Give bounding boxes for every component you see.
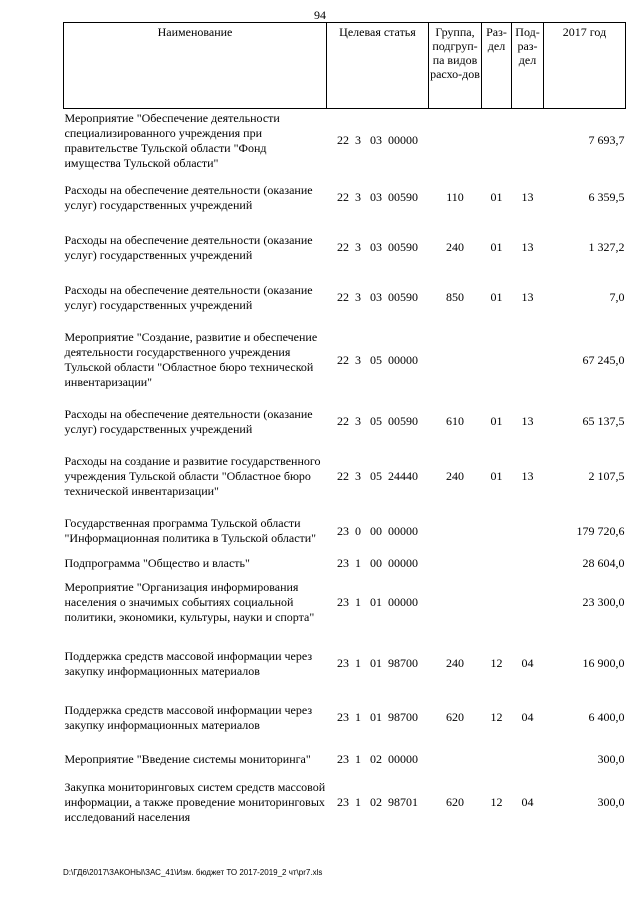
row-amount: 28 604,0 [582,556,625,570]
table-row [64,398,626,446]
row-amount: 7,0 [609,290,625,304]
row-podrazdel [512,573,544,633]
row-name: Расходы на обеспечение деятельности (оказание услуг) государственных учреждений [64,406,313,436]
row-target-article: 23 1 01 98700 [337,710,418,724]
row-expense-group [429,323,482,398]
row-amount: 300,0 [597,795,625,809]
row-podrazdel: 04 [521,656,534,670]
row-amount: 6 359,5 [588,190,625,204]
table-row [64,446,626,508]
row-podrazdel: 04 [521,710,534,724]
row-podrazdel [512,555,544,573]
row-target-article: 23 1 00 00000 [337,556,418,570]
budget-table [63,22,626,827]
row-podrazdel: 13 [521,240,534,254]
row-expense-group: 240 [446,469,464,483]
row-razdel [482,508,512,555]
row-expense-group [429,573,482,633]
row-amount: 16 900,0 [582,656,625,670]
row-podrazdel: 13 [521,469,534,483]
row-amount: 2 107,5 [588,469,625,483]
row-name: Мероприятие "Организация информирования населения о значимых событиях социальной политики, экономики, культуры, науки и спорта" [64,580,315,624]
row-target-article: 22 3 03 00000 [337,133,418,148]
row-target-article: 22 3 03 00590 [337,290,418,304]
table-row [64,508,626,555]
table-header-row [64,23,626,109]
row-razdel: 01 [490,469,503,483]
row-razdel: 12 [490,795,503,809]
row-name: Поддержка средств массовой информации через закупку информационных материалов [64,702,313,732]
row-name: Мероприятие "Создание, развитие и обеспечение деятельности государственного учреждения Тульской области "Областное бюро технической инвентаризации" [64,330,318,389]
row-name: Государственная программа Тульской области "Информационная политика в Тульской области" [64,516,317,545]
row-expense-group [429,555,482,573]
row-podrazdel: 04 [521,795,534,809]
row-target-article: 22 3 05 00590 [337,414,418,428]
row-razdel: 12 [490,656,503,670]
row-razdel [482,323,512,398]
table-row [64,741,626,779]
row-expense-group: 620 [446,710,464,724]
row-razdel [482,741,512,779]
row-expense-group: 110 [446,190,464,204]
row-expense-group: 610 [446,414,464,428]
header-razdel: Раз-дел [482,23,512,109]
row-razdel [482,109,512,173]
row-target-article: 23 1 02 00000 [337,752,418,766]
row-name: Подпрограмма "Общество и власть" [64,556,250,570]
header-target-article: Целевая статья [327,23,429,109]
row-razdel [482,573,512,633]
page-number: 94 [314,8,326,22]
row-amount: 67 245,0 [582,352,625,367]
row-name: Мероприятие "Обеспечение деятельности специализированного учреждения при правительстве Тульской области "Фонд имущества Тульской области" [64,110,280,170]
row-target-article: 22 3 03 00590 [337,190,418,204]
table-row [64,779,626,827]
row-razdel: 01 [490,240,503,254]
table-row [64,555,626,573]
table-row [64,323,626,398]
row-name: Расходы на создание и развитие государственного учреждения Тульской области "Областное бюро технической инвентаризации" [64,454,321,498]
table-row [64,109,626,173]
row-podrazdel [512,508,544,555]
row-target-article: 23 0 00 00000 [337,523,418,538]
row-name: Закупка мониторинговых систем средств массовой информации, а также проведение мониторинговых исследований населения [64,780,326,824]
row-expense-group: 240 [446,240,464,254]
row-amount: 23 300,0 [582,595,625,609]
row-name: Поддержка средств массовой информации через закупку информационных материалов [64,648,313,678]
row-razdel [482,555,512,573]
row-name: Расходы на обеспечение деятельности (оказание услуг) государственных учреждений [64,282,313,312]
table-row [64,695,626,741]
row-name: Расходы на обеспечение деятельности (оказание услуг) государственных учреждений [64,232,313,262]
row-razdel: 12 [490,710,503,724]
row-amount: 65 137,5 [582,414,625,428]
row-target-article: 22 3 03 00590 [337,240,418,254]
row-amount: 300,0 [597,752,625,766]
row-name: Мероприятие "Введение системы мониторинга" [64,752,311,766]
table-row [64,223,626,273]
file-path-footer: D:\ГД6\2017\ЗАКОНЫ\ЗАС_41\Изм. бюджет ТО 2017-2019_2 чт\pr7.xls [63,868,323,877]
row-expense-group: 240 [446,656,464,670]
header-podrazdel: Под-раз-дел [512,23,544,109]
row-amount: 179 720,6 [576,523,625,538]
row-podrazdel [512,741,544,779]
row-target-article: 22 3 05 24440 [337,469,418,483]
row-target-article: 23 1 01 98700 [337,656,418,670]
row-podrazdel [512,323,544,398]
row-razdel: 01 [490,414,503,428]
header-name: Наименование [64,23,327,109]
row-amount: 1 327,2 [588,240,625,254]
row-target-article: 23 1 02 98701 [337,795,418,809]
row-expense-group [429,741,482,779]
row-amount: 7 693,7 [588,133,625,148]
table-row [64,573,626,633]
row-razdel: 01 [490,190,503,204]
row-name: Расходы на обеспечение деятельности (оказание услуг) государственных учреждений [64,182,313,212]
row-podrazdel: 13 [521,190,534,204]
row-podrazdel: 13 [521,290,534,304]
row-expense-group [429,109,482,173]
table-row [64,173,626,223]
header-year: 2017 год [544,23,626,109]
row-amount: 6 400,0 [588,710,625,724]
row-target-article: 23 1 01 00000 [337,595,418,609]
row-expense-group [429,508,482,555]
row-podrazdel [512,109,544,173]
row-expense-group: 850 [446,290,464,304]
table-row [64,273,626,323]
row-podrazdel: 13 [521,414,534,428]
row-expense-group: 620 [446,795,464,809]
row-target-article: 22 3 05 00000 [337,352,418,367]
row-razdel: 01 [490,290,503,304]
header-expense-group: Группа, подгруп-па видов расхо-дов [429,23,482,109]
table-row [64,633,626,695]
